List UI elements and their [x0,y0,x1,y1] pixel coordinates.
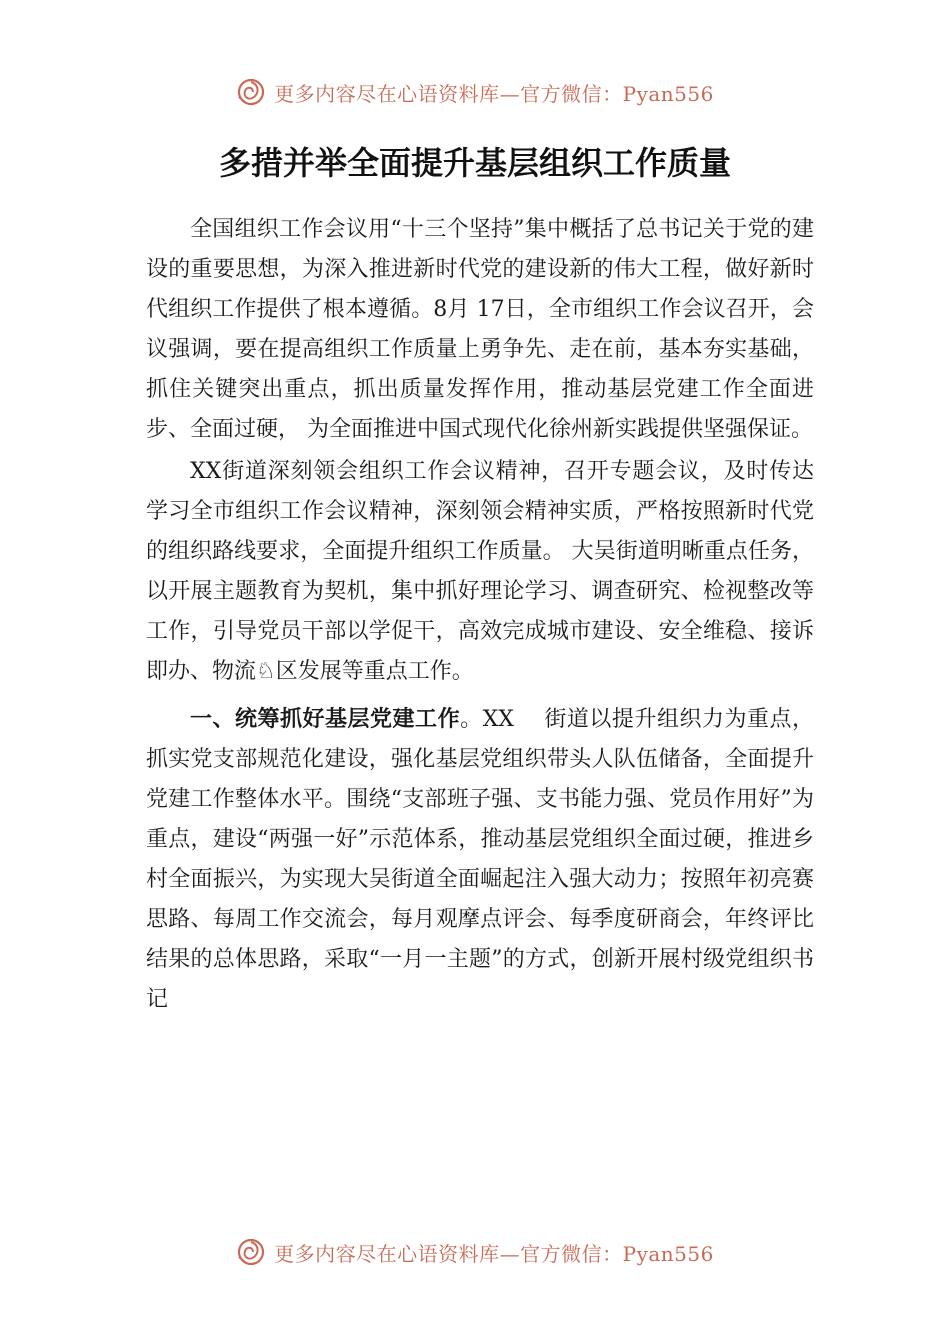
paragraph: 全国组织工作会议用“十三个坚持”集中概括了总书记关于党的建设的重要思想，为深入推进新时代党的建设新的伟大工程，做好新时代组织工作提供了根本遵循。8月 17日，全市组织工作会议召开，会议强调，要在提高组织工作质量上勇争先、走在前，基本夯实基础，抓住关键突出重点，抓出质量发挥作用，推动基层党建工作全面进步、全面过硬， 为全面推进中国式现代化徐州新实践提供坚强保证。 [146,217,814,442]
spiral-logo-icon [236,77,266,107]
watermark-text: 更多内容尽在心语资料库—官方微信：Pyan556 [274,1241,714,1266]
footer-watermark-banner [0,1232,950,1272]
document-body [146,210,814,1020]
section-body: 。XX 街道以提升组织力为重点，抓实党支部规范化建设，强化基层党组织带头人队伍储备，全面提升党建工作整体水平。围绕“支部班子强、支书能力强、党员作用好”为重点，建设“两强一好”示范体系，推动基层党组织全面过硬，推进乡村全面振兴，为实现大吴街道全面崛起注入强大动力；按照年初亮赛思路、每周工作交流会，每月观摩点评会、每季度研商会，年终评比结果的总体思路，采取“一月一主题”的方式，创新开展村级党组织书记 [146,707,814,1012]
document-title: 多措并举全面提升基层组织工作质量 [218,144,731,182]
watermark-text: 更多内容尽在心语资料库—官方微信：Pyan556 [274,81,714,106]
header-watermark-banner [0,72,950,112]
section-heading: 一、统筹抓好基层党建工作 [190,707,461,732]
spiral-logo-icon [236,1237,266,1267]
paragraph: XX街道深刻领会组织工作会议精神，召开专题会议，及时传达学习全市组织工作会议精神，深刻领会精神实质，严格按照新时代党的组织路线要求，全面提升组织工作质量。 大吴街道明晰重点任务，以开展主题教育为契机，集中抓好理论学习、调查研究、检视整改等工作，引导党员干部以学促干，高效完成城市建设、安全维稳、接诉即办、物流♘区发展等重点工作。 [146,459,814,684]
section-paragraph [146,700,814,1020]
